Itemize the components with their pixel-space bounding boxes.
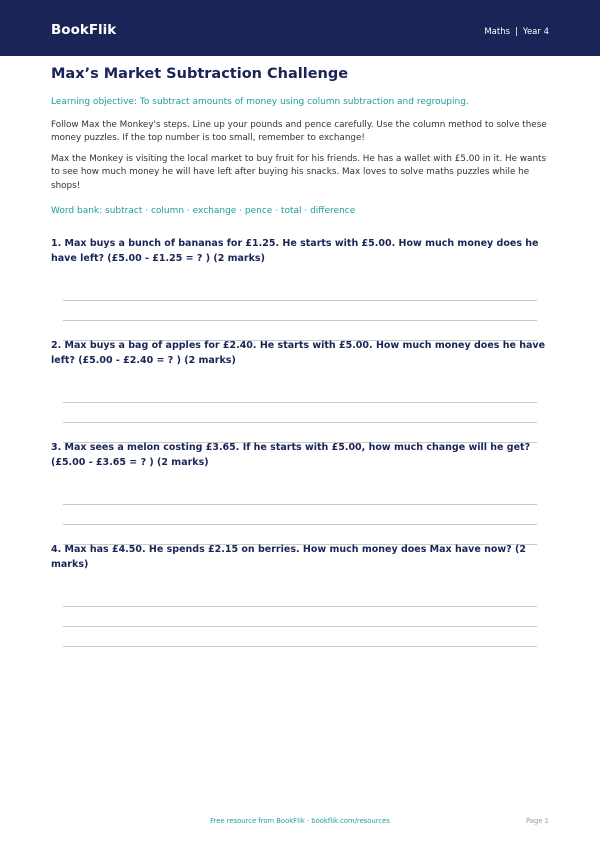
header-bar — [0, 0, 600, 56]
year-label: Year 4 — [522, 27, 549, 37]
answer-line[interactable] — [63, 320, 537, 321]
footer-credit[interactable]: Free resource from BookFlik · bookflik.com/resources — [210, 817, 390, 825]
question-3: 3. Max sees a melon costing £3.65. If he starts with £5.00, how much change will he get? (£5.00 - £3.65 = ? ) (2 marks) — [51, 442, 531, 468]
brand-logo: BookFlik — [51, 22, 117, 38]
answer-line[interactable] — [63, 646, 537, 647]
question-2: 2. Max buys a bag of apples for £2.40. He starts with £5.00. How much money does he have left? (£5.00 - £2.40 = ? ) (2 marks) — [51, 340, 546, 366]
subject-label: Maths — [484, 27, 511, 37]
learning-objective: Learning objective: To subtract amounts of money using column subtraction and regrouping. — [51, 97, 469, 107]
question-1: 1. Max buys a bunch of bananas for £1.25. He starts with £5.00. How much money does he have left? (£5.00 - £1.25 = ? ) (2 marks) — [51, 238, 539, 264]
page-title: Max’s Market Subtraction Challenge — [51, 66, 349, 82]
subject-year-label — [484, 27, 549, 38]
answer-line[interactable] — [63, 300, 537, 301]
page-number: Page 1 — [526, 817, 549, 825]
question-4: 4. Max has £4.50. He spends £2.15 on berries. How much money does Max have now? (2 marks) — [51, 544, 526, 570]
answer-line[interactable] — [63, 626, 537, 627]
separator: | — [515, 27, 518, 37]
answer-line[interactable] — [63, 524, 537, 525]
answer-line[interactable] — [63, 504, 537, 505]
story-paragraph: Max the Monkey is visiting the local market to buy fruit for his friends. He has a wallet with £5.00 in it. He wants to see how much money he will have left after buying his snacks. Max loves to solve maths puzzles while he shops! — [51, 153, 547, 191]
instructions-paragraph: Follow Max the Monkey's steps. Line up your pounds and pence carefully. Use the column method to solve these money puzzles. If the top number is too small, remember to exchange! — [51, 120, 547, 144]
answer-line[interactable] — [63, 422, 537, 423]
answer-line[interactable] — [63, 606, 537, 607]
intro-section — [51, 63, 547, 218]
word-bank: Word bank: subtract · column · exchange · pence · total · difference — [51, 206, 356, 217]
answer-line[interactable] — [63, 402, 537, 403]
